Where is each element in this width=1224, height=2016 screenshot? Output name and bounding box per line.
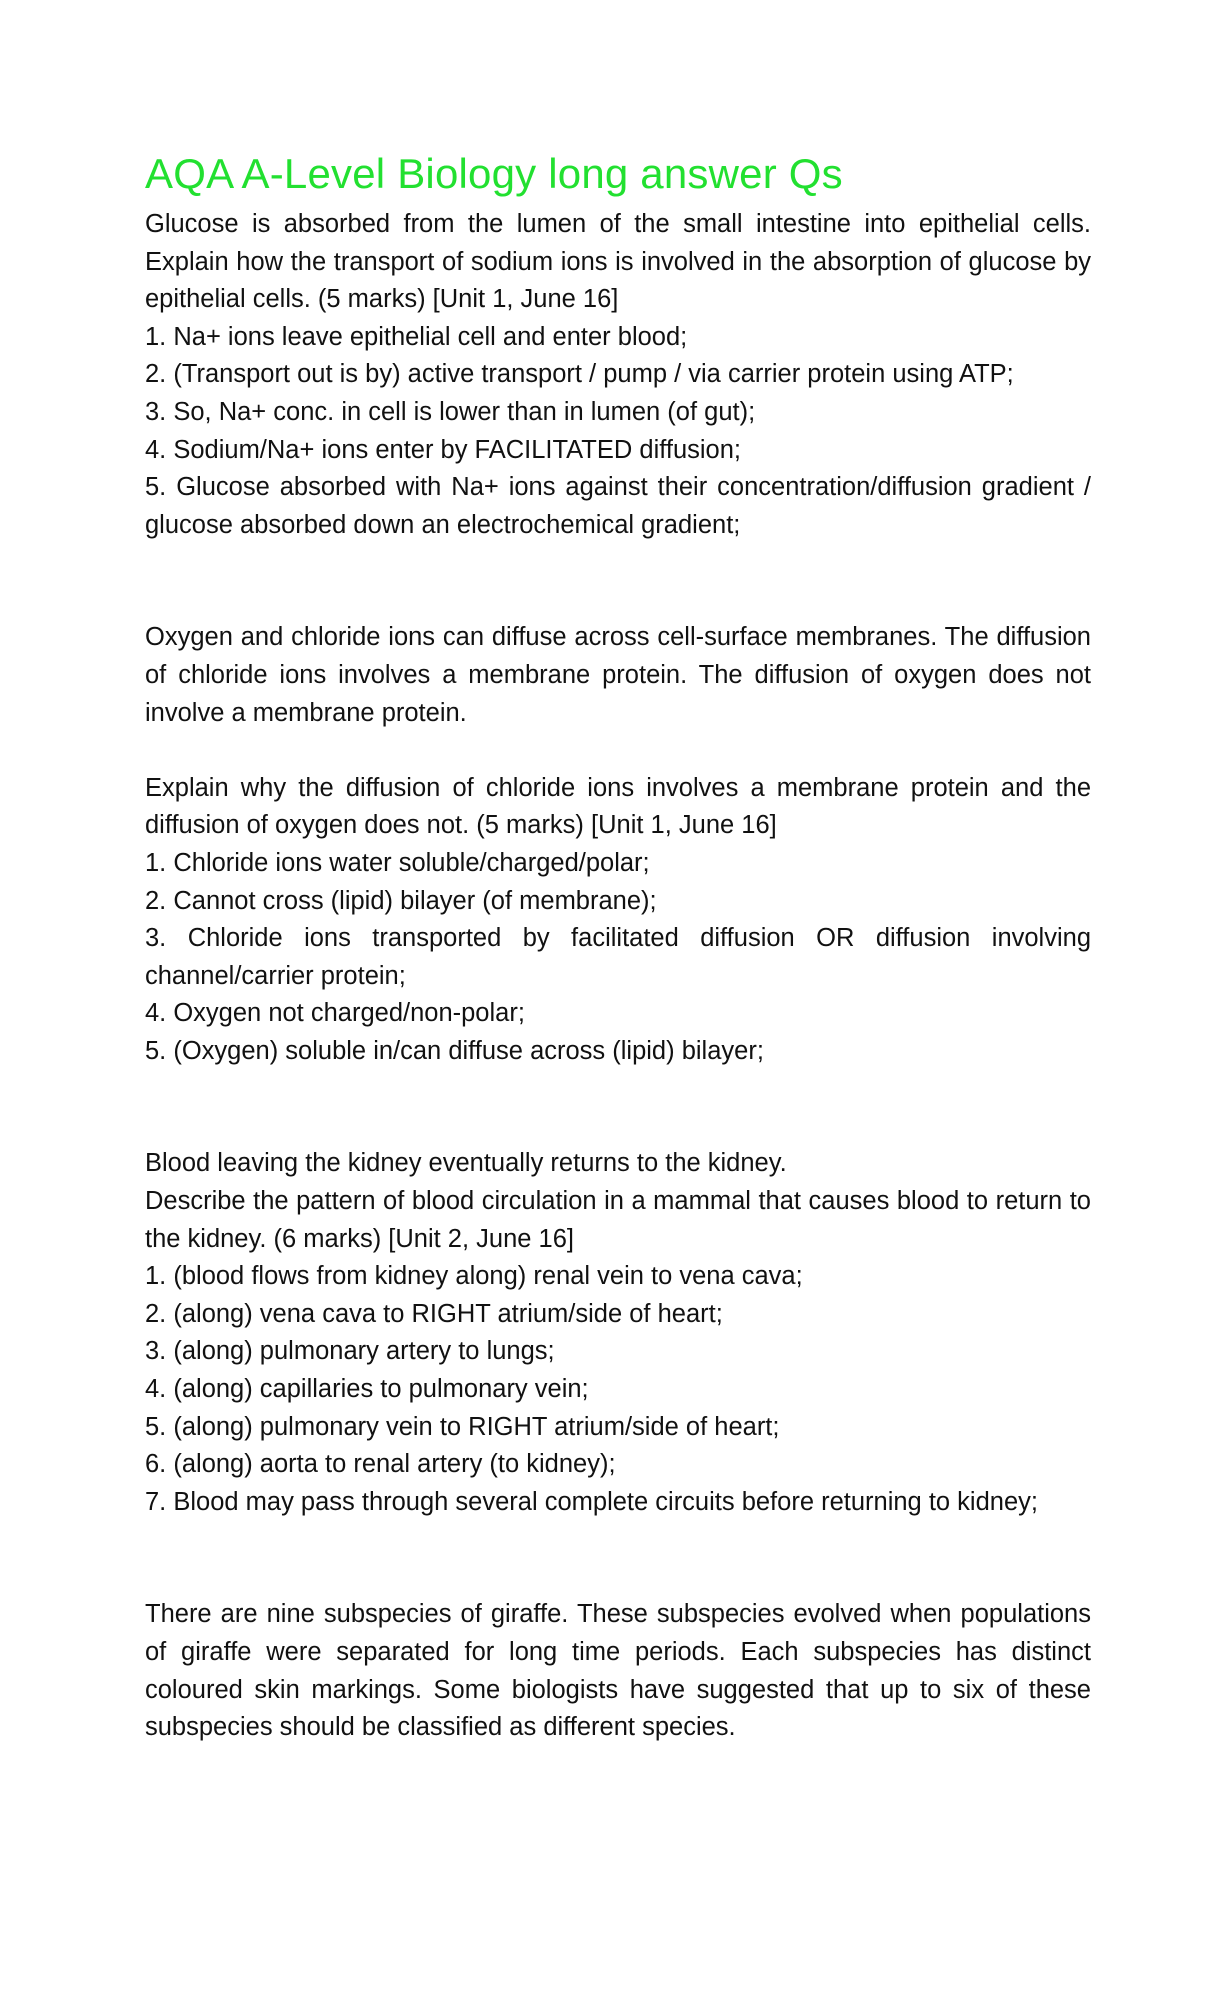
question-1-prompt: Glucose is absorbed from the lumen of the small intestine into epithelial cells. Explain how the transport of sodium ions is involved in the absorption of glucose by epithelial cells. (5 marks) [Unit 1, June 16]: [145, 210, 1091, 314]
question-3-answer-1: 1. (blood flows from kidney along) renal vein to vena cava;: [145, 1262, 803, 1291]
question-3-answer-4: 4. (along) capillaries to pulmonary vein;: [145, 1375, 589, 1404]
question-3-answer-7: 7. Blood may pass through several complete circuits before returning to kidney;: [145, 1487, 1038, 1516]
question-3-prompt: Describe the pattern of blood circulation in a mammal that causes blood to return to the kidney. (6 marks) [Unit 2, June 16]: [145, 1187, 1091, 1253]
question-2-answer-1: 1. Chloride ions water soluble/charged/polar;: [145, 848, 650, 877]
question-2: [145, 619, 1091, 1070]
question-3-answer-3: 3. (along) pulmonary artery to lungs;: [145, 1337, 555, 1366]
spacer: [145, 1070, 1091, 1145]
question-3-answer-2: 2. (along) vena cava to RIGHT atrium/side of heart;: [145, 1299, 723, 1328]
question-1-answer-4: 4. Sodium/Na+ ions enter by FACILITATED diffusion;: [145, 435, 741, 464]
question-2-answer-3: 3. Chloride ions transported by facilitated diffusion OR diffusion involving channel/carrier protein;: [145, 924, 1091, 990]
question-2-context: Oxygen and chloride ions can diffuse across cell-surface membranes. The diffusion of chloride ions involves a membrane protein. The diffusion of oxygen does not involve a membrane protein.: [145, 623, 1091, 727]
question-3: [145, 1145, 1091, 1521]
question-1-answer-3: 3. So, Na+ conc. in cell is lower than in lumen (of gut);: [145, 397, 756, 426]
question-3-context: Blood leaving the kidney eventually returns to the kidney.: [145, 1149, 787, 1178]
question-4-context: There are nine subspecies of giraffe. These subspecies evolved when populations of giraffe were separated for long time periods. Each subspecies has distinct coloured skin markings. Some biologists have suggested that up to six of these subspecies should be classified as different species.: [145, 1600, 1091, 1742]
question-1-answer-2: 2. (Transport out is by) active transport / pump / via carrier protein using ATP;: [145, 360, 1014, 389]
question-4: [145, 1596, 1091, 1746]
question-3-answer-5: 5. (along) pulmonary vein to RIGHT atrium/side of heart;: [145, 1412, 780, 1441]
spacer: [145, 1521, 1091, 1596]
document-page: [145, 148, 1091, 1747]
question-2-prompt: Explain why the diffusion of chloride ions involves a membrane protein and the diffusion of oxygen does not. (5 marks) [Unit 1, June 16]: [145, 773, 1091, 840]
question-1-answer-5: 5. Glucose absorbed with Na+ ions against their concentration/diffusion gradient / glucose absorbed down an electrochemical gradient;: [145, 473, 1091, 539]
question-2-answer-5: 5. (Oxygen) soluble in/can diffuse across (lipid) bilayer;: [145, 1036, 764, 1065]
question-1: [145, 206, 1091, 544]
spacer: [145, 732, 1091, 770]
question-3-answer-6: 6. (along) aorta to renal artery (to kidney);: [145, 1450, 616, 1479]
spacer: [145, 544, 1091, 619]
document-title: AQA A-Level Biology long answer Qs: [145, 150, 843, 197]
question-2-answer-4: 4. Oxygen not charged/non-polar;: [145, 999, 525, 1028]
question-2-answer-2: 2. Cannot cross (lipid) bilayer (of membrane);: [145, 886, 657, 915]
question-1-answer-1: 1. Na+ ions leave epithelial cell and enter blood;: [145, 322, 688, 351]
